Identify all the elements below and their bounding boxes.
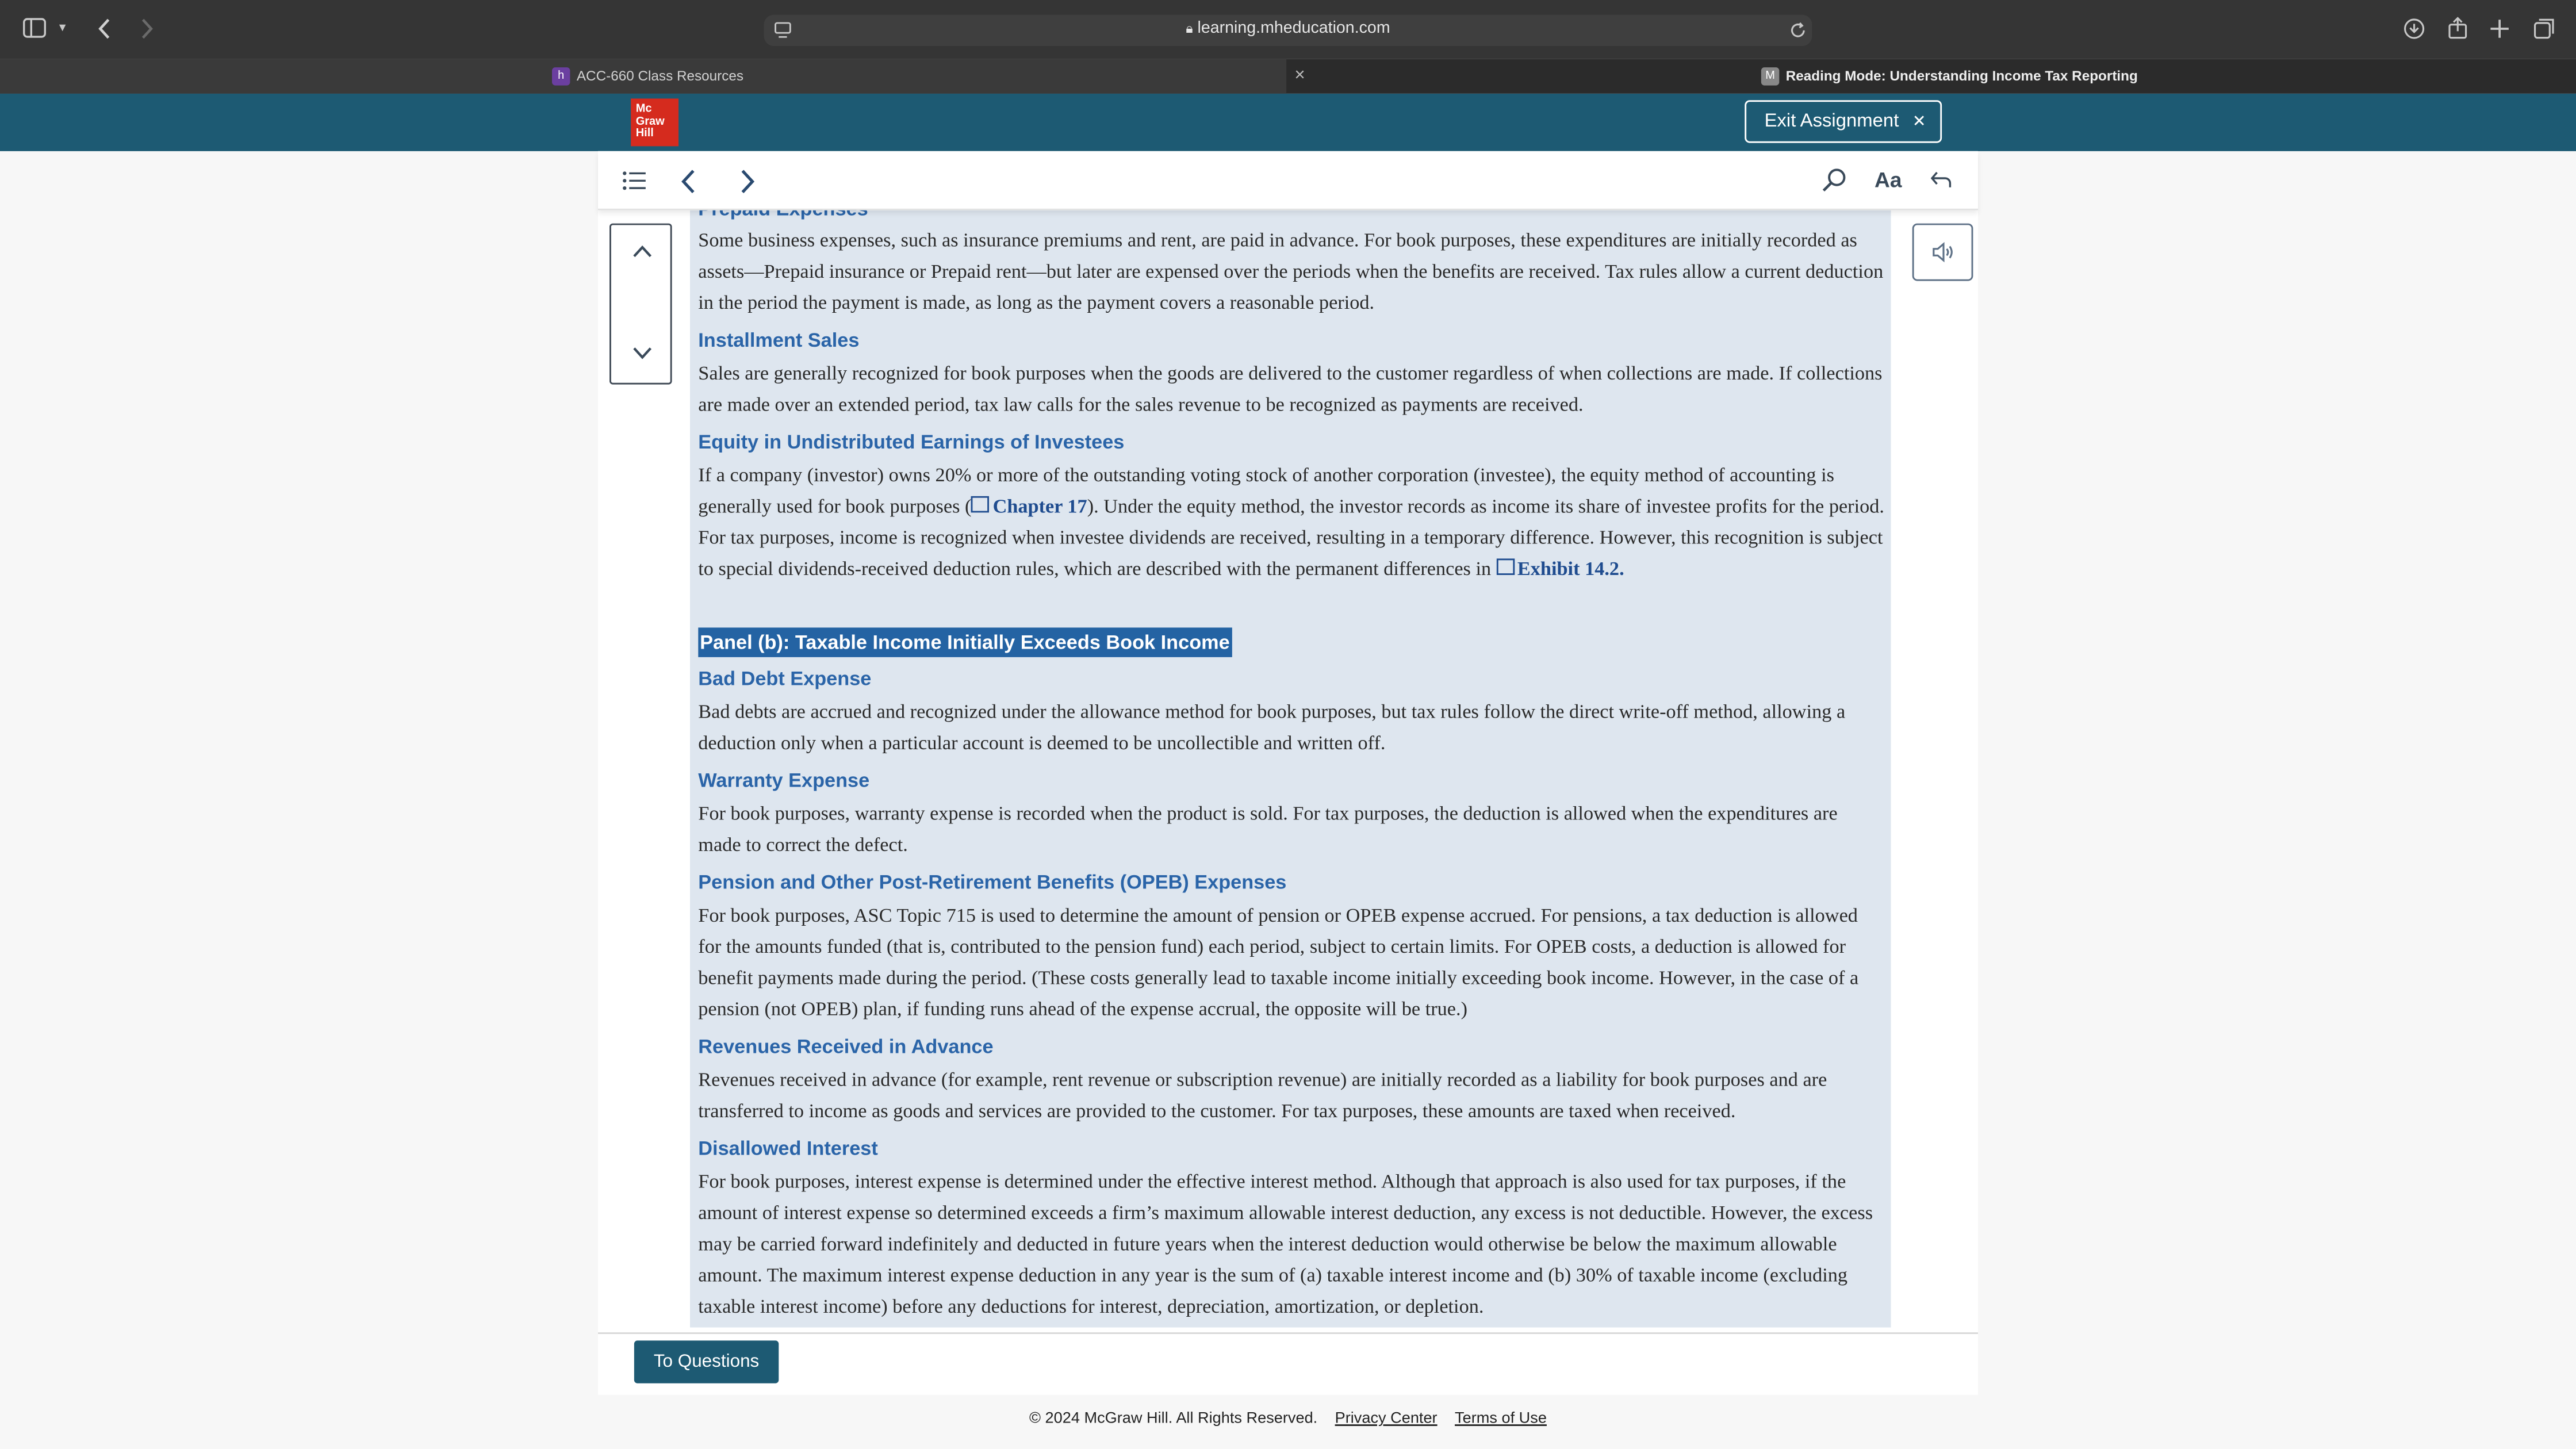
tab-overview-icon[interactable] xyxy=(2533,18,2555,39)
speaker-icon xyxy=(1932,241,1955,263)
paragraph-equity: If a company (investor) owns 20% or more of the outstanding voting stock of another corporation (investee), the equity method of accounting is generally used for book purposes ( Chapter 17). Under the equity method, the investor records as income its share of investee profits for the period. For tax purposes, income is recognized when investee dividends are received, resulting in a temporary difference. However, this recognition is subject to special dividends-received deduction rules, which are described with the permanent differences in Exhibit 14.2. xyxy=(698,463,1885,580)
return-icon[interactable] xyxy=(1930,171,1952,189)
lock-icon: 🔒︎ xyxy=(1186,21,1193,36)
reload-icon[interactable] xyxy=(1789,21,1807,39)
exit-assignment-button[interactable]: Exit Assignment ✕ xyxy=(1745,100,1942,143)
next-page-icon[interactable] xyxy=(739,169,756,194)
reading-content[interactable] xyxy=(690,210,1891,1328)
external-link-icon xyxy=(971,496,989,513)
section-heading-pension: Pension and Other Post-Retirement Benefits (OPEB) Expenses xyxy=(698,871,1287,894)
chapter-17-link[interactable]: Chapter 17 xyxy=(971,494,1087,518)
paragraph-bad-debt: Bad debts are accrued and recognized under the allowance method for book purposes, but tax rules follow the direct write-off method, allowing a deduction only when a particular account is deemed to be uncollectible and written off. xyxy=(698,700,1846,754)
external-link-icon xyxy=(1496,558,1514,575)
tab-class-resources[interactable]: h ACC-660 Class Resources xyxy=(0,59,1286,94)
close-icon: ✕ xyxy=(1912,113,1926,132)
back-icon[interactable] xyxy=(97,18,114,39)
scroll-down-icon[interactable] xyxy=(632,347,652,360)
section-heading-interest: Disallowed Interest xyxy=(698,1137,878,1160)
share-icon[interactable] xyxy=(2448,17,2467,40)
download-icon[interactable] xyxy=(2404,18,2425,39)
scroll-up-icon[interactable] xyxy=(632,245,652,258)
paragraph-pension: For book purposes, ASC Topic 715 is used to determine the amount of pension or OPEB expense accrued. For pensions, a tax deduction is allowed for the amounts funded (that is, contributed to the pension fund) each period, subject to certain limits. For OPEB costs, a deduction is allowed for benefit payments made during the period. (These costs generally lead to taxable income initially exceeding book income. However, in the case of a pension (not OPEB) plan, if funding runs ahead of the expense accrual, the opposite will be true.) xyxy=(698,903,1859,1021)
to-questions-button[interactable]: To Questions xyxy=(634,1340,779,1383)
mcgraw-hill-logo: Mc Graw Hill xyxy=(631,98,678,146)
exhibit-14-2-link[interactable]: Exhibit 14.2. xyxy=(1496,557,1624,580)
copyright-text: © 2024 McGraw Hill. All Rights Reserved. xyxy=(1029,1409,1318,1428)
chevron-down-icon[interactable]: ▾ xyxy=(59,20,66,34)
section-heading-warranty: Warranty Expense xyxy=(698,769,870,792)
browser-toolbar xyxy=(0,0,2576,59)
reader-toolbar xyxy=(598,151,1978,210)
address-bar[interactable] xyxy=(764,15,1812,46)
section-heading-revenues: Revenues Received in Advance xyxy=(698,1035,994,1058)
tab-strip xyxy=(0,59,2576,94)
site-favicon-icon: h xyxy=(552,68,570,86)
section-heading-installment: Installment Sales xyxy=(698,328,860,352)
sidebar-icon[interactable] xyxy=(23,18,46,37)
section-nav xyxy=(610,224,672,385)
mh-favicon-icon: M xyxy=(1761,68,1779,86)
paragraph-installment: Sales are generally recognized for book purposes when the goods are delivered to the customer regardless of when collections are made. If collections are made over an extended period, tax law calls for the sales revenue to be recognized as payments are received. xyxy=(698,361,1883,416)
tab-close-button[interactable]: × xyxy=(1294,66,1305,86)
paragraph-warranty: For book purposes, warranty expense is recorded when the product is sold. For tax purposes, the deduction is allowed when the expenditures are made to correct the defect. xyxy=(698,802,1838,856)
paragraph-prepaid: Some business expenses, such as insurance premiums and rent, are paid in advance. For book purposes, these expenditures are initially recorded as assets—Prepaid insurance or Prepaid rent—but later are expensed over the periods when the benefits are received. Tax rules allow a current deduction in the period the payment is made, as long as the payment covers a reasonable period. xyxy=(698,228,1884,314)
table-of-contents-icon[interactable] xyxy=(623,171,646,190)
new-tab-icon[interactable] xyxy=(2490,20,2508,37)
font-size-button[interactable]: Aa xyxy=(1874,167,1902,193)
terms-of-use-link[interactable]: Terms of Use xyxy=(1455,1409,1547,1428)
previous-page-icon[interactable] xyxy=(680,169,697,194)
url-text: 🔒︎ learning.mheducation.com xyxy=(1186,20,1390,38)
reader-footer xyxy=(598,1332,1978,1395)
forward-icon[interactable] xyxy=(138,18,155,39)
section-heading-bad-debt: Bad Debt Expense xyxy=(698,667,872,690)
app-header xyxy=(0,94,2576,151)
search-icon[interactable] xyxy=(1822,167,1847,192)
section-heading-equity: Equity in Undistributed Earnings of Investees xyxy=(698,430,1125,454)
legal-footer xyxy=(0,1409,2576,1427)
tab-reading-mode[interactable]: M Reading Mode: Understanding Income Tax Reporting xyxy=(1761,59,2576,94)
paragraph-revenues: Revenues received in advance (for example, rent revenue or subscription revenue) are initially recorded as a liability for book purposes and are transferred to income as goods and services are provided to the customer. For tax purposes, these amounts are taxed when received. xyxy=(698,1068,1827,1122)
panel-b-heading: Panel (b): Taxable Income Initially Exceeds Book Income xyxy=(698,627,1231,657)
read-aloud-button[interactable] xyxy=(1912,224,1973,281)
paragraph-interest: For book purposes, interest expense is determined under the effective interest method. Although that approach is also used for tax purposes, if the amount of interest expense so determined exceeds a firm’s maximum allowable interest deduction, any excess is not deductible. However, the excess may be carried forward indefinitely and deducted in future years when the interest deduction would otherwise be below the maximum allowable amount. The maximum interest expense deduction in any year is the sum of (a) taxable interest income and (b) 30% of taxable income (excluding taxable interest income) before any deductions for interest, depreciation, amortization, or depletion. xyxy=(698,1170,1873,1318)
privacy-center-link[interactable]: Privacy Center xyxy=(1335,1409,1438,1428)
